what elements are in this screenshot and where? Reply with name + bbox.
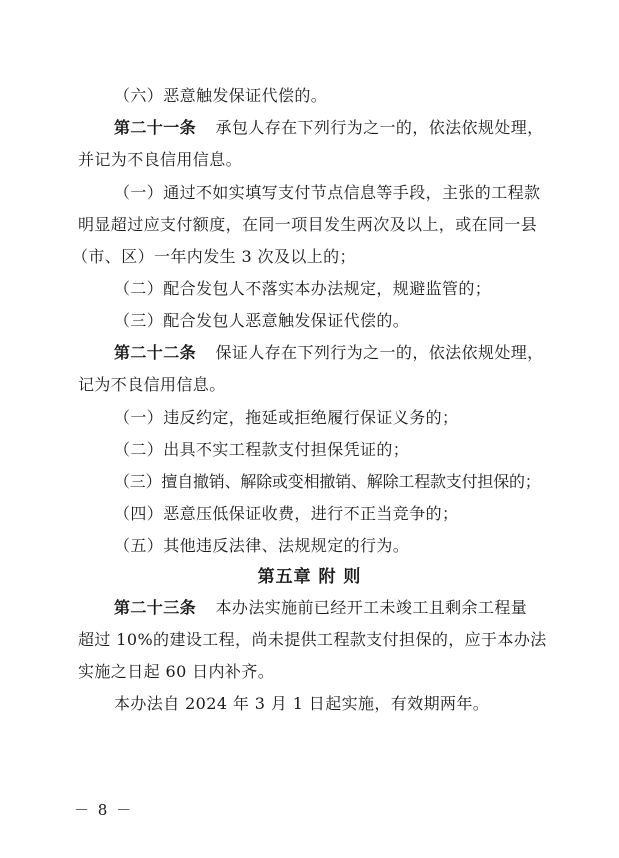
article-22-heading: 第二十二条 (114, 343, 197, 362)
article-21-heading: 第二十一条 (114, 118, 197, 137)
article-21-item-2: （二）配合发包人不落实本办法规定，规避监管的； (114, 279, 492, 298)
article-21-item-3: （三）配合发包人恶意触发保证代偿的。 (114, 311, 410, 330)
article-22-line-2: 记为不良信用信息。 (78, 375, 226, 394)
article-23-text-1: 本办法实施前已经开工未竣工且剩余工程量 (215, 598, 528, 617)
clause-6-text: （六）恶意触发保证代偿的。 (114, 86, 328, 105)
page-number: － 8 － (74, 801, 134, 819)
article-23-heading: 第二十三条 (114, 598, 197, 617)
article-21-item-1-line-2: 明显超过应支付额度，在同一项目发生两次及以上，或在同一县 (78, 215, 538, 234)
effective-date-text: 本办法自 2024 年 3 月 1 日起实施，有效期两年。 (114, 694, 490, 713)
article-22-item-4: （四）恶意压低保证收费，进行不正当竞争的； (114, 504, 459, 523)
chapter-title: 第五章 附 则 (257, 567, 362, 587)
article-23-line-3: 实施之日起 60 日内补齐。 (78, 662, 275, 681)
article-23-line-2: 超过 10%的建设工程，尚未提供工程款支付担保的，应于本办法 (78, 630, 547, 649)
article-23-line-1 (114, 598, 582, 618)
article-21-item-1-line-1: （一）通过不如实填写支付节点信息等手段，主张的工程款 (114, 183, 541, 202)
article-21-intro: 承包人存在下列行为之一的，依法依规处理， (215, 118, 544, 137)
article-22-intro: 保证人存在下列行为之一的，依法依规处理， (215, 343, 544, 362)
article-22-line-1 (114, 343, 582, 363)
article-22-item-5: （五）其他违反法律、法规规定的行为。 (114, 536, 410, 555)
article-21-line-1 (114, 118, 582, 138)
article-22-item-3: （三）擅自撤销、解除或变相撤销、解除工程款支付担保的； (114, 472, 541, 491)
article-22-item-2: （二）出具不实工程款支付担保凭证的； (114, 440, 410, 459)
article-21-item-1-line-3: （市、区）一年内发生 3 次及以上的； (72, 247, 356, 266)
article-22-item-1: （一）违反约定，拖延或拒绝履行保证义务的； (114, 408, 459, 427)
article-21-line-2: 并记为不良信用信息。 (78, 150, 243, 169)
